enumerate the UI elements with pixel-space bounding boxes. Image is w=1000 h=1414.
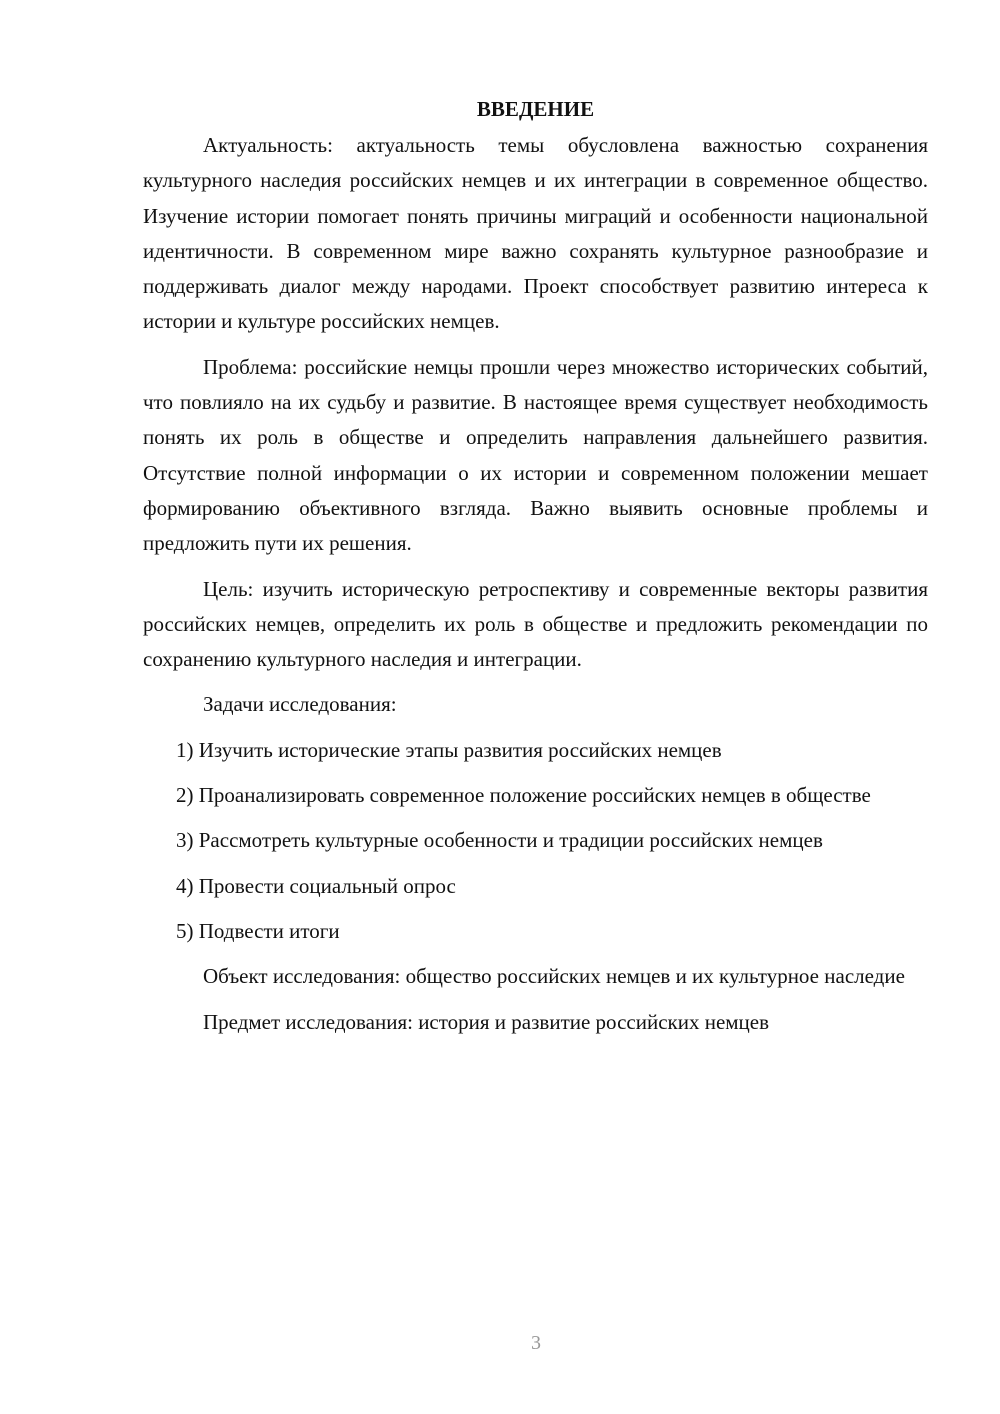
subject-paragraph: Предмет исследования: история и развитие российских немцев [203,1009,770,1034]
section-heading: ВВЕДЕНИЕ [476,97,595,121]
task-item-1: 1) Изучить исторические этапы развития российских немцев [176,737,722,762]
relevance-paragraph: Актуальность: актуальность темы обусловлена важностью сохранения культурного наследия российских немцев и их интеграции в современное общество. Изучение истории помогает понять причины миграций и особенности национальной идентичности. В современном мире важно сохранять культурное разнообразие и поддерживать диалог между народами. Проект способствует развитию интереса к истории и культуре российских немцев. [143,133,928,334]
task-item-3: 3) Рассмотреть культурные особенности и традиции российских немцев [176,828,823,853]
task-item-2: 2) Проанализировать современное положение российских немцев в обществе [176,783,871,808]
goal-paragraph: Цель: изучить историческую ретроспективу и современные векторы развития российских немцев, определить их роль в обществе и предложить рекомендации по сохранению культурного наследия и интеграции. [143,576,928,672]
tasks-heading: Задачи исследования: [203,692,397,717]
problem-paragraph: Проблема: российские немцы прошли через множество исторических событий, что повлияло на их судьбу и развитие. В настоящее время существует необходимость понять их роль в обществе и определить направления дальнейшего развития. Отсутствие полной информации о их истории и современном положении мешает формированию объективного взгляда. Важно выявить основные проблемы и предложить пути их решения. [143,354,928,556]
task-item-4: 4) Провести социальный опрос [176,873,456,898]
object-paragraph: Объект исследования: общество российских немцев и их культурное наследие [203,964,905,989]
task-item-5: 5) Подвести итоги [176,918,340,943]
page-content [143,92,928,1050]
page-number: 3 [531,1332,541,1354]
